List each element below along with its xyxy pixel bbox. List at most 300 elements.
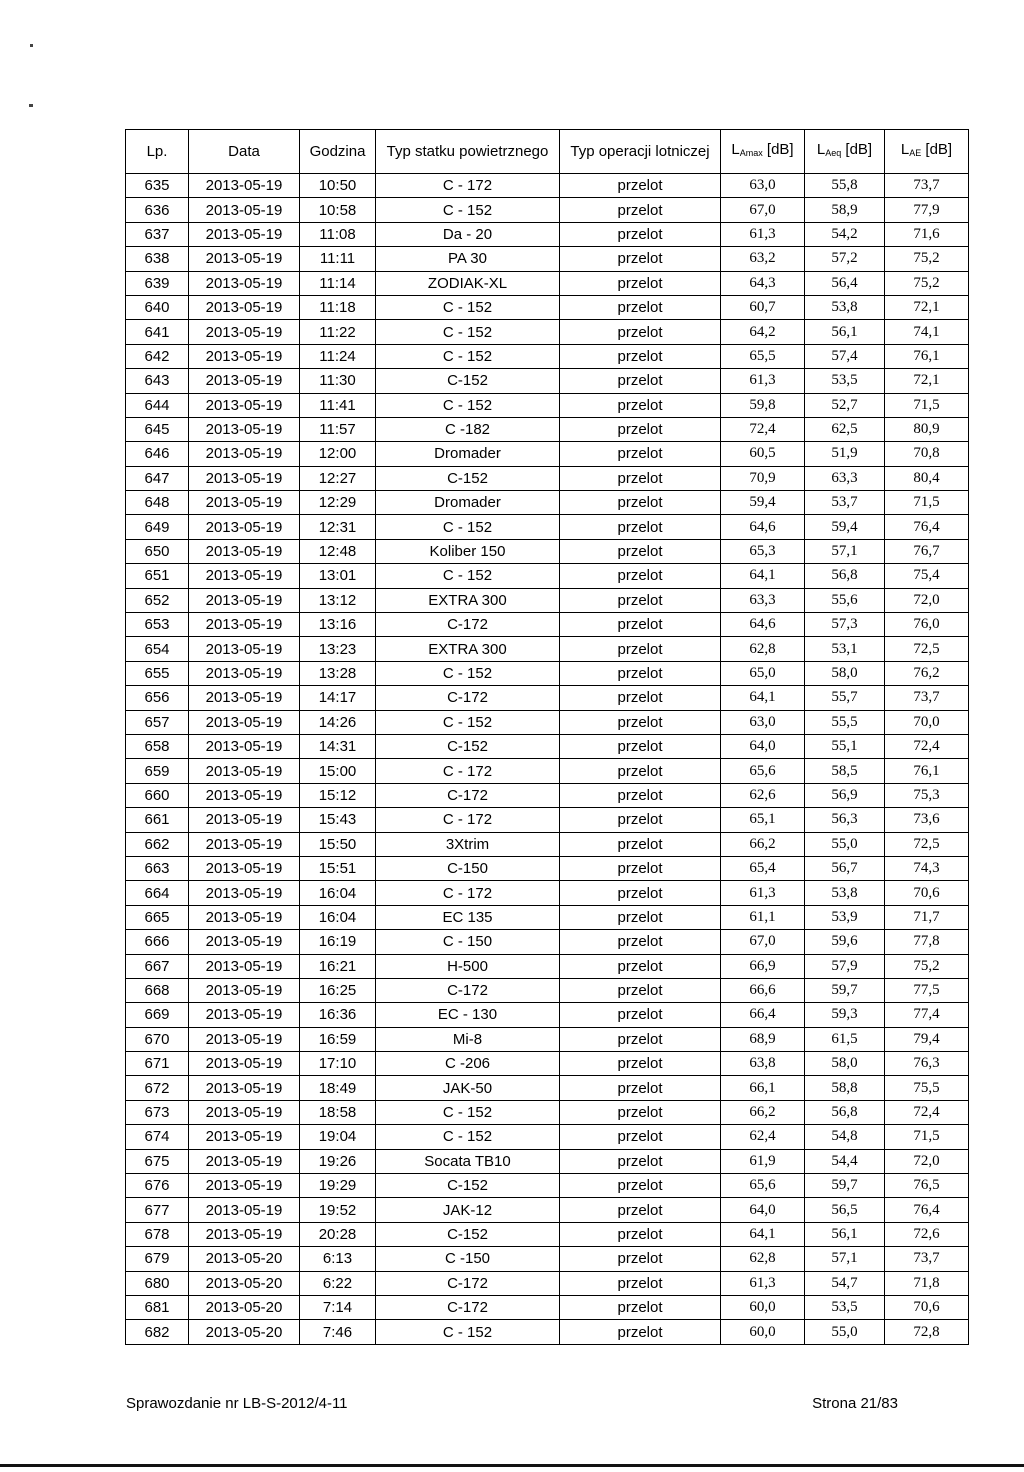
cell-time: 15:50	[300, 832, 376, 856]
cell-time: 13:23	[300, 637, 376, 661]
cell-date: 2013-05-19	[189, 1076, 300, 1100]
cell-date: 2013-05-19	[189, 613, 300, 637]
cell-laeq: 52,7	[805, 393, 885, 417]
cell-laeq: 56,8	[805, 1100, 885, 1124]
cell-time: 7:14	[300, 1295, 376, 1319]
cell-laeq: 54,8	[805, 1125, 885, 1149]
cell-operation: przelot	[560, 832, 721, 856]
cell-lae: 76,4	[885, 1198, 969, 1222]
cell-laeq: 55,0	[805, 832, 885, 856]
cell-lamax: 64,6	[721, 613, 805, 637]
cell-lp: 682	[126, 1320, 189, 1344]
cell-time: 16:25	[300, 978, 376, 1002]
cell-lae: 71,5	[885, 393, 969, 417]
cell-date: 2013-05-19	[189, 1125, 300, 1149]
cell-date: 2013-05-19	[189, 1003, 300, 1027]
cell-lp: 637	[126, 222, 189, 246]
cell-lae: 72,0	[885, 1149, 969, 1173]
cell-aircraft: Mi-8	[376, 1027, 560, 1051]
cell-lae: 70,6	[885, 1295, 969, 1319]
cell-lp: 676	[126, 1174, 189, 1198]
cell-lae: 73,6	[885, 808, 969, 832]
cell-aircraft: C - 152	[376, 295, 560, 319]
table-row	[126, 369, 969, 393]
cell-time: 11:41	[300, 393, 376, 417]
cell-laeq: 58,9	[805, 198, 885, 222]
cell-date: 2013-05-19	[189, 1174, 300, 1198]
cell-lae: 75,5	[885, 1076, 969, 1100]
cell-aircraft: EXTRA 300	[376, 588, 560, 612]
cell-aircraft: C - 150	[376, 930, 560, 954]
cell-lp: 650	[126, 539, 189, 563]
cell-laeq: 53,8	[805, 295, 885, 319]
scan-speck	[29, 104, 33, 107]
table-row	[126, 320, 969, 344]
cell-lp: 639	[126, 271, 189, 295]
cell-date: 2013-05-19	[189, 1222, 300, 1246]
cell-lp: 645	[126, 417, 189, 441]
cell-aircraft: C-152	[376, 1174, 560, 1198]
cell-operation: przelot	[560, 588, 721, 612]
table-row	[126, 466, 969, 490]
cell-laeq: 57,2	[805, 247, 885, 271]
cell-aircraft: C - 152	[376, 1320, 560, 1344]
table-row	[126, 393, 969, 417]
table-row	[126, 1247, 969, 1271]
cell-time: 13:28	[300, 661, 376, 685]
cell-lamax: 61,3	[721, 1271, 805, 1295]
cell-lae: 76,7	[885, 539, 969, 563]
cell-time: 11:18	[300, 295, 376, 319]
cell-lp: 649	[126, 515, 189, 539]
cell-time: 15:51	[300, 856, 376, 880]
cell-time: 14:26	[300, 710, 376, 734]
cell-laeq: 56,7	[805, 856, 885, 880]
cell-date: 2013-05-19	[189, 417, 300, 441]
cell-date: 2013-05-19	[189, 686, 300, 710]
cell-lae: 72,8	[885, 1320, 969, 1344]
cell-operation: przelot	[560, 978, 721, 1002]
cell-time: 11:08	[300, 222, 376, 246]
cell-operation: przelot	[560, 1247, 721, 1271]
cell-operation: przelot	[560, 564, 721, 588]
cell-time: 12:27	[300, 466, 376, 490]
table-row	[126, 588, 969, 612]
cell-date: 2013-05-19	[189, 954, 300, 978]
cell-lp: 659	[126, 759, 189, 783]
cell-lp: 664	[126, 881, 189, 905]
cell-lamax: 63,0	[721, 710, 805, 734]
page-number: Strona 21/83	[812, 1395, 898, 1412]
cell-date: 2013-05-19	[189, 808, 300, 832]
table-row	[126, 1320, 969, 1344]
cell-date: 2013-05-20	[189, 1247, 300, 1271]
cell-lamax: 64,2	[721, 320, 805, 344]
cell-lamax: 63,8	[721, 1052, 805, 1076]
cell-laeq: 59,6	[805, 930, 885, 954]
cell-laeq: 56,8	[805, 564, 885, 588]
cell-lae: 80,9	[885, 417, 969, 441]
table-row	[126, 710, 969, 734]
cell-lamax: 60,5	[721, 442, 805, 466]
table-row	[126, 1003, 969, 1027]
cell-lp: 656	[126, 686, 189, 710]
cell-lamax: 65,6	[721, 1174, 805, 1198]
cell-date: 2013-05-19	[189, 222, 300, 246]
cell-date: 2013-05-19	[189, 539, 300, 563]
cell-laeq: 53,5	[805, 369, 885, 393]
cell-time: 16:04	[300, 905, 376, 929]
cell-lamax: 72,4	[721, 417, 805, 441]
cell-aircraft: C - 152	[376, 320, 560, 344]
cell-time: 16:04	[300, 881, 376, 905]
cell-aircraft: C-152	[376, 369, 560, 393]
cell-laeq: 58,5	[805, 759, 885, 783]
cell-laeq: 62,5	[805, 417, 885, 441]
cell-aircraft: C - 152	[376, 393, 560, 417]
cell-lamax: 62,6	[721, 783, 805, 807]
cell-laeq: 55,0	[805, 1320, 885, 1344]
cell-lp: 646	[126, 442, 189, 466]
cell-laeq: 58,0	[805, 661, 885, 685]
cell-lp: 667	[126, 954, 189, 978]
cell-lae: 76,5	[885, 1174, 969, 1198]
table-row	[126, 174, 969, 198]
cell-lamax: 63,2	[721, 247, 805, 271]
cell-time: 7:46	[300, 1320, 376, 1344]
cell-lae: 72,6	[885, 1222, 969, 1246]
cell-operation: przelot	[560, 1125, 721, 1149]
cell-aircraft: JAK-50	[376, 1076, 560, 1100]
cell-lamax: 66,2	[721, 832, 805, 856]
table-row	[126, 1100, 969, 1124]
cell-operation: przelot	[560, 344, 721, 368]
cell-lae: 76,2	[885, 661, 969, 685]
cell-lp: 673	[126, 1100, 189, 1124]
header-operation: Typ operacji lotniczej	[560, 130, 721, 174]
cell-lp: 677	[126, 1198, 189, 1222]
cell-aircraft: C - 152	[376, 710, 560, 734]
cell-time: 6:13	[300, 1247, 376, 1271]
table-row	[126, 637, 969, 661]
cell-aircraft: C-150	[376, 856, 560, 880]
cell-lamax: 64,1	[721, 1222, 805, 1246]
cell-lae: 76,1	[885, 759, 969, 783]
cell-lamax: 62,4	[721, 1125, 805, 1149]
cell-lae: 71,7	[885, 905, 969, 929]
cell-laeq: 53,5	[805, 1295, 885, 1319]
table-row	[126, 881, 969, 905]
cell-lamax: 66,2	[721, 1100, 805, 1124]
table-body	[126, 174, 969, 1345]
cell-lp: 643	[126, 369, 189, 393]
cell-aircraft: PA 30	[376, 247, 560, 271]
cell-date: 2013-05-19	[189, 1198, 300, 1222]
noise-measurement-table	[125, 129, 969, 1345]
cell-aircraft: C - 152	[376, 1125, 560, 1149]
cell-time: 16:19	[300, 930, 376, 954]
table-row	[126, 564, 969, 588]
cell-laeq: 63,3	[805, 466, 885, 490]
cell-time: 10:58	[300, 198, 376, 222]
table-row	[126, 808, 969, 832]
cell-lamax: 59,8	[721, 393, 805, 417]
table-row	[126, 344, 969, 368]
cell-date: 2013-05-19	[189, 710, 300, 734]
cell-time: 19:04	[300, 1125, 376, 1149]
cell-aircraft: EC 135	[376, 905, 560, 929]
cell-time: 19:52	[300, 1198, 376, 1222]
cell-operation: przelot	[560, 783, 721, 807]
cell-aircraft: C - 152	[376, 344, 560, 368]
cell-laeq: 54,2	[805, 222, 885, 246]
cell-laeq: 57,3	[805, 613, 885, 637]
cell-aircraft: JAK-12	[376, 1198, 560, 1222]
cell-lae: 72,1	[885, 369, 969, 393]
cell-lae: 76,1	[885, 344, 969, 368]
cell-aircraft: C - 172	[376, 174, 560, 198]
cell-aircraft: C-172	[376, 783, 560, 807]
cell-date: 2013-05-20	[189, 1295, 300, 1319]
cell-lp: 640	[126, 295, 189, 319]
cell-lp: 660	[126, 783, 189, 807]
cell-aircraft: C-172	[376, 686, 560, 710]
cell-operation: przelot	[560, 1198, 721, 1222]
cell-laeq: 53,8	[805, 881, 885, 905]
cell-lae: 71,8	[885, 1271, 969, 1295]
cell-operation: przelot	[560, 491, 721, 515]
table-row	[126, 1174, 969, 1198]
table-row	[126, 686, 969, 710]
cell-lae: 77,8	[885, 930, 969, 954]
cell-lamax: 60,0	[721, 1320, 805, 1344]
cell-aircraft: Dromader	[376, 491, 560, 515]
cell-lamax: 62,8	[721, 637, 805, 661]
cell-lp: 651	[126, 564, 189, 588]
table-row	[126, 930, 969, 954]
cell-operation: przelot	[560, 686, 721, 710]
cell-lamax: 65,5	[721, 344, 805, 368]
cell-time: 16:21	[300, 954, 376, 978]
cell-time: 15:43	[300, 808, 376, 832]
cell-date: 2013-05-19	[189, 1149, 300, 1173]
cell-time: 12:00	[300, 442, 376, 466]
cell-lp: 648	[126, 491, 189, 515]
cell-lae: 71,5	[885, 1125, 969, 1149]
table-row	[126, 295, 969, 319]
table-row	[126, 613, 969, 637]
cell-date: 2013-05-19	[189, 344, 300, 368]
cell-aircraft: C-172	[376, 613, 560, 637]
cell-laeq: 58,8	[805, 1076, 885, 1100]
bottom-rule	[0, 1464, 1024, 1467]
cell-lp: 668	[126, 978, 189, 1002]
cell-laeq: 55,7	[805, 686, 885, 710]
cell-lp: 636	[126, 198, 189, 222]
cell-lae: 74,3	[885, 856, 969, 880]
cell-laeq: 59,7	[805, 978, 885, 1002]
cell-lae: 72,4	[885, 734, 969, 758]
table-row	[126, 783, 969, 807]
cell-laeq: 59,3	[805, 1003, 885, 1027]
cell-aircraft: ZODIAK-XL	[376, 271, 560, 295]
cell-laeq: 57,9	[805, 954, 885, 978]
cell-date: 2013-05-19	[189, 515, 300, 539]
cell-lamax: 66,1	[721, 1076, 805, 1100]
cell-lae: 70,8	[885, 442, 969, 466]
cell-time: 19:26	[300, 1149, 376, 1173]
table-row	[126, 905, 969, 929]
cell-lp: 672	[126, 1076, 189, 1100]
table-row	[126, 661, 969, 685]
cell-lp: 641	[126, 320, 189, 344]
cell-time: 16:59	[300, 1027, 376, 1051]
table-row	[126, 442, 969, 466]
cell-laeq: 53,7	[805, 491, 885, 515]
cell-lamax: 60,0	[721, 1295, 805, 1319]
cell-operation: przelot	[560, 539, 721, 563]
cell-date: 2013-05-19	[189, 198, 300, 222]
table-row	[126, 1271, 969, 1295]
cell-date: 2013-05-19	[189, 295, 300, 319]
cell-lamax: 61,1	[721, 905, 805, 929]
cell-date: 2013-05-19	[189, 759, 300, 783]
cell-date: 2013-05-19	[189, 564, 300, 588]
table-row	[126, 1125, 969, 1149]
cell-lae: 70,0	[885, 710, 969, 734]
cell-laeq: 55,5	[805, 710, 885, 734]
cell-time: 18:49	[300, 1076, 376, 1100]
cell-lp: 665	[126, 905, 189, 929]
cell-laeq: 59,7	[805, 1174, 885, 1198]
cell-time: 11:22	[300, 320, 376, 344]
cell-laeq: 57,4	[805, 344, 885, 368]
cell-time: 12:48	[300, 539, 376, 563]
cell-time: 6:22	[300, 1271, 376, 1295]
cell-operation: przelot	[560, 710, 721, 734]
cell-operation: przelot	[560, 881, 721, 905]
cell-lp: 657	[126, 710, 189, 734]
cell-operation: przelot	[560, 1222, 721, 1246]
cell-operation: przelot	[560, 856, 721, 880]
cell-lp: 678	[126, 1222, 189, 1246]
cell-aircraft: C - 172	[376, 759, 560, 783]
cell-operation: przelot	[560, 1271, 721, 1295]
cell-operation: przelot	[560, 734, 721, 758]
cell-aircraft: C-172	[376, 1271, 560, 1295]
cell-operation: przelot	[560, 466, 721, 490]
cell-lamax: 65,1	[721, 808, 805, 832]
cell-lae: 75,2	[885, 271, 969, 295]
table-row	[126, 1198, 969, 1222]
table-row	[126, 222, 969, 246]
header-laeq: $L_{Aeq}$ [dB]	[805, 130, 885, 174]
cell-date: 2013-05-19	[189, 1100, 300, 1124]
cell-operation: przelot	[560, 271, 721, 295]
cell-date: 2013-05-19	[189, 661, 300, 685]
cell-date: 2013-05-19	[189, 1027, 300, 1051]
table-row	[126, 978, 969, 1002]
table-row	[126, 515, 969, 539]
table-row	[126, 734, 969, 758]
cell-date: 2013-05-19	[189, 174, 300, 198]
cell-laeq: 53,1	[805, 637, 885, 661]
header-time: Godzina	[300, 130, 376, 174]
cell-lae: 73,7	[885, 686, 969, 710]
cell-laeq: 56,1	[805, 1222, 885, 1246]
cell-lamax: 61,3	[721, 222, 805, 246]
scan-speck	[30, 44, 33, 47]
cell-date: 2013-05-19	[189, 1052, 300, 1076]
cell-lae: 73,7	[885, 1247, 969, 1271]
cell-date: 2013-05-19	[189, 783, 300, 807]
cell-lae: 72,4	[885, 1100, 969, 1124]
cell-date: 2013-05-19	[189, 442, 300, 466]
cell-lae: 72,0	[885, 588, 969, 612]
header-lp: Lp.	[126, 130, 189, 174]
cell-date: 2013-05-19	[189, 905, 300, 929]
cell-operation: przelot	[560, 393, 721, 417]
cell-date: 2013-05-19	[189, 491, 300, 515]
cell-lae: 75,3	[885, 783, 969, 807]
cell-time: 19:29	[300, 1174, 376, 1198]
cell-lae: 80,4	[885, 466, 969, 490]
cell-operation: przelot	[560, 515, 721, 539]
cell-time: 14:31	[300, 734, 376, 758]
cell-laeq: 55,6	[805, 588, 885, 612]
cell-date: 2013-05-19	[189, 832, 300, 856]
table-row	[126, 198, 969, 222]
cell-lp: 635	[126, 174, 189, 198]
cell-aircraft: C-172	[376, 1295, 560, 1319]
cell-operation: przelot	[560, 198, 721, 222]
cell-time: 12:31	[300, 515, 376, 539]
cell-lae: 77,4	[885, 1003, 969, 1027]
cell-aircraft: EC - 130	[376, 1003, 560, 1027]
cell-lp: 680	[126, 1271, 189, 1295]
cell-lamax: 64,1	[721, 564, 805, 588]
cell-lamax: 61,9	[721, 1149, 805, 1173]
cell-time: 14:17	[300, 686, 376, 710]
cell-lae: 77,5	[885, 978, 969, 1002]
cell-aircraft: C-152	[376, 1222, 560, 1246]
cell-time: 11:14	[300, 271, 376, 295]
table-row	[126, 271, 969, 295]
cell-operation: przelot	[560, 1149, 721, 1173]
cell-operation: przelot	[560, 222, 721, 246]
cell-lamax: 66,6	[721, 978, 805, 1002]
cell-laeq: 58,0	[805, 1052, 885, 1076]
cell-time: 11:24	[300, 344, 376, 368]
cell-laeq: 57,1	[805, 1247, 885, 1271]
cell-lamax: 61,3	[721, 881, 805, 905]
header-row	[126, 130, 969, 174]
cell-time: 15:12	[300, 783, 376, 807]
cell-operation: przelot	[560, 808, 721, 832]
cell-lamax: 59,4	[721, 491, 805, 515]
cell-laeq: 56,9	[805, 783, 885, 807]
cell-time: 11:11	[300, 247, 376, 271]
cell-operation: przelot	[560, 759, 721, 783]
table-row	[126, 954, 969, 978]
table-row	[126, 856, 969, 880]
cell-lae: 76,4	[885, 515, 969, 539]
cell-lamax: 64,6	[721, 515, 805, 539]
table-row	[126, 417, 969, 441]
cell-time: 12:29	[300, 491, 376, 515]
cell-operation: przelot	[560, 1052, 721, 1076]
cell-aircraft: C - 152	[376, 564, 560, 588]
